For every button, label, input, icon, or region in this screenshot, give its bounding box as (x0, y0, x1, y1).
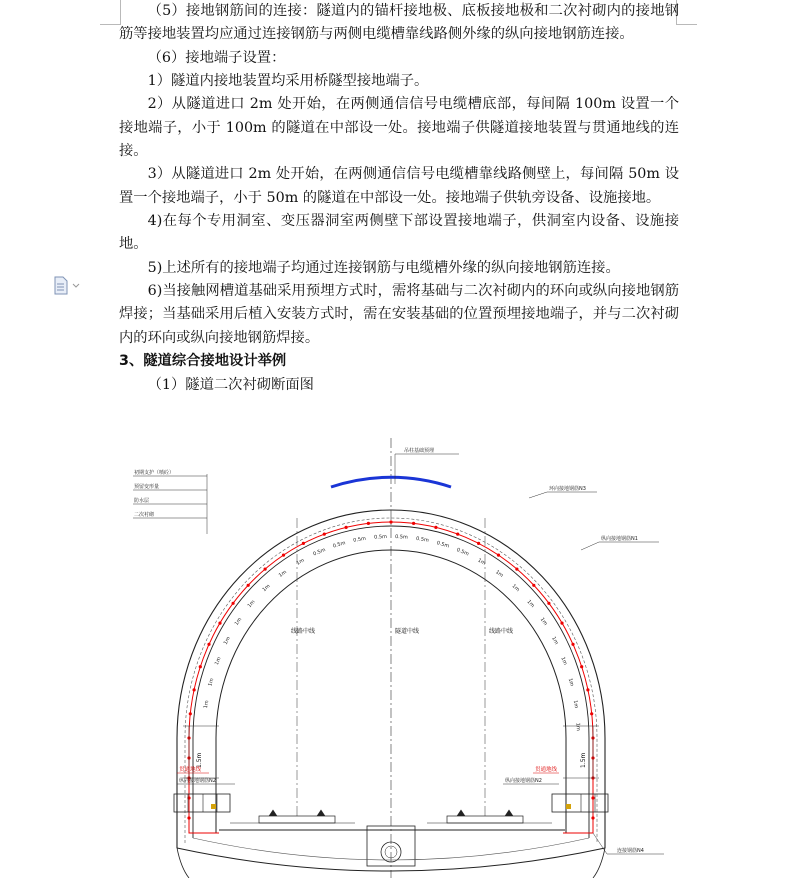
rebar-node (187, 816, 190, 819)
layer-label-waterproof: 防水层 (134, 498, 150, 504)
spacing-label: 1m (510, 583, 521, 594)
right-cable-trough (503, 765, 608, 812)
spacing-label: 1m (213, 656, 223, 666)
rebar-node (282, 554, 285, 557)
tunnel-centerline-label: 隧道中线 (395, 628, 420, 635)
long-rebar-right-label: 纵向接地钢筋N1 (601, 536, 638, 542)
spacing-label: 1m (207, 677, 216, 688)
rebar-node (232, 602, 235, 605)
spacing-label: 1m (261, 583, 272, 594)
rebar-node (323, 533, 326, 536)
rebar-node (497, 554, 500, 557)
rebar-node (590, 712, 593, 715)
spacing-label: 1m (476, 557, 487, 567)
spacing-label: 1m (222, 635, 232, 646)
rebar-node (547, 602, 550, 605)
top-embed-label: 吊柱基础预埋 (404, 448, 435, 454)
rebar-node (586, 688, 589, 691)
spacing-label: 0.5m (373, 533, 388, 541)
ring-rebar-label: 环向接地钢筋N3 (549, 486, 586, 492)
rebar-node (412, 522, 415, 525)
left-connect-rebar (189, 830, 219, 833)
spacing-label: 1m (550, 635, 560, 646)
rebar-node (193, 688, 196, 691)
rebar-node (389, 520, 392, 523)
connect-rebar-label: 连接钢筋N4 (617, 848, 644, 854)
paragraph-item-1: 1）隧道内接地装置均采用桥隧型接地端子。 (147, 73, 429, 90)
spacing-label: 1m (246, 599, 257, 610)
spacing-label: 0.5m (394, 533, 409, 541)
spacing-label: 1m (295, 557, 306, 567)
document-body (119, 0, 679, 397)
spacing-label: 1m (277, 569, 288, 579)
right-height-dimension: 1.5m (580, 752, 587, 768)
rebar-node (247, 584, 250, 587)
rebar-node (199, 665, 202, 668)
spacing-label: 0.5m (312, 547, 327, 558)
rebar-node (367, 522, 370, 525)
rebar-node (218, 622, 221, 625)
spacing-label: 1m (559, 656, 569, 666)
layer-label-secondary: 二次衬砌 (134, 512, 155, 518)
spacing-label: 1m (538, 616, 549, 627)
rebar-node (456, 533, 459, 536)
spacing-label: 1m (566, 677, 575, 688)
rebar-node (189, 712, 192, 715)
right-earth-wire-label: 贯通地线 (535, 767, 558, 773)
rebar-node (345, 526, 348, 529)
spacing-label-group (203, 534, 581, 731)
rebar-node (591, 816, 594, 819)
spacing-label: 0.5m (332, 540, 347, 550)
rebar-node (434, 526, 437, 529)
rebar-node (560, 622, 563, 625)
layer-label-primary: 初期支护（喷砼） (134, 470, 175, 476)
rebar-node (571, 643, 574, 646)
rebar-node (477, 542, 480, 545)
layer-label-deformation: 预留变形量 (134, 484, 160, 490)
layer-legend (133, 469, 207, 534)
spacing-label: 0.5m (455, 547, 470, 558)
rebar-node (264, 568, 267, 571)
document-side-icon[interactable] (53, 276, 85, 296)
paragraph-item-2: 2）从隧道进口 2m 处开始，在两侧通信信号电缆槽底部，每间隔 100m 设置一个接地端子，小于 100m 的隧道在中部设一处。接地端子供隧道接地装置与贯通地线的连接。 (119, 96, 679, 160)
rebar-node (591, 796, 594, 799)
paragraph-item-6: 6)当接触网槽道基础采用预埋方式时，需将基础与二次衬砌内的环向或纵向接地钢筋焊接；当基础采用后植入安装方式时，需在安装基础的位置预埋接地端子，并与二次衬砌内的环向或纵向接地钢筋焊接。 (119, 283, 679, 346)
rebar-node (302, 542, 305, 545)
section-heading: 3、隧道综合接地设计举例 (119, 353, 287, 370)
spacing-label: 0.5m (415, 535, 430, 544)
rebar-node (532, 584, 535, 587)
spacing-label: 1m (574, 722, 581, 731)
left-height-dimension: 1.5m (196, 752, 203, 768)
paragraph-grounding-connection: （5）接地钢筋间的连接：隧道内的锚杆接地极、底板接地极和二次衬砌内的接地钢筋等接地装置均应通过连接钢筋与两侧电缆槽靠线路侧外缘的纵向接地钢筋连接。 (119, 3, 679, 43)
paragraph-item-5: 5)上述所有的接地端子均通过连接钢筋与电缆槽外缘的纵向接地钢筋连接。 (147, 259, 620, 276)
right-connect-rebar (563, 830, 593, 833)
long-rebar-left-bottom-label: 纵向接地钢筋N2 (179, 778, 216, 784)
rebar-node (580, 665, 583, 668)
figure-caption: （1）隧道二次衬砌断面图 (147, 376, 314, 393)
spacing-label: 0.5m (435, 540, 450, 550)
right-centerline-label: 线路中线 (489, 628, 514, 635)
spacing-label: 1m (571, 699, 580, 709)
paragraph-item-4: 4)在每个专用洞室、变压器洞室两侧壁下部设置接地端子，供洞室内设备、设施接地。 (119, 213, 679, 253)
margin-crop-mark-left (100, 0, 121, 25)
rebar-node (515, 568, 518, 571)
spacing-label: 1m (202, 699, 211, 709)
left-earth-wire-label: 贯通地线 (179, 767, 202, 773)
rebar-node (207, 643, 210, 646)
left-centerline-label: 线路中线 (291, 628, 316, 635)
left-cable-trough (174, 765, 235, 812)
spacing-label: 1m (494, 569, 505, 579)
spacing-label: 1m (233, 616, 244, 627)
tunnel-section-figure (119, 438, 679, 878)
long-rebar-right-bottom-label: 纵向接地钢筋N2 (505, 778, 542, 784)
paragraph-terminal-setup: （6）接地端子设置： (147, 49, 286, 66)
paragraph-item-3: 3）从隧道进口 2m 处开始，在两侧通信信号电缆槽靠线路侧壁上，每间隔 50m 设置一个接地端子，小于 50m 的隧道在中部设一处。接地端子供轨旁设备、设施接地。 (119, 166, 679, 206)
spacing-label: 1m (525, 599, 536, 610)
tunnel-section-drawing (119, 438, 679, 878)
margin-crop-mark-right (676, 0, 697, 25)
spacing-label: 0.5m (352, 535, 367, 544)
